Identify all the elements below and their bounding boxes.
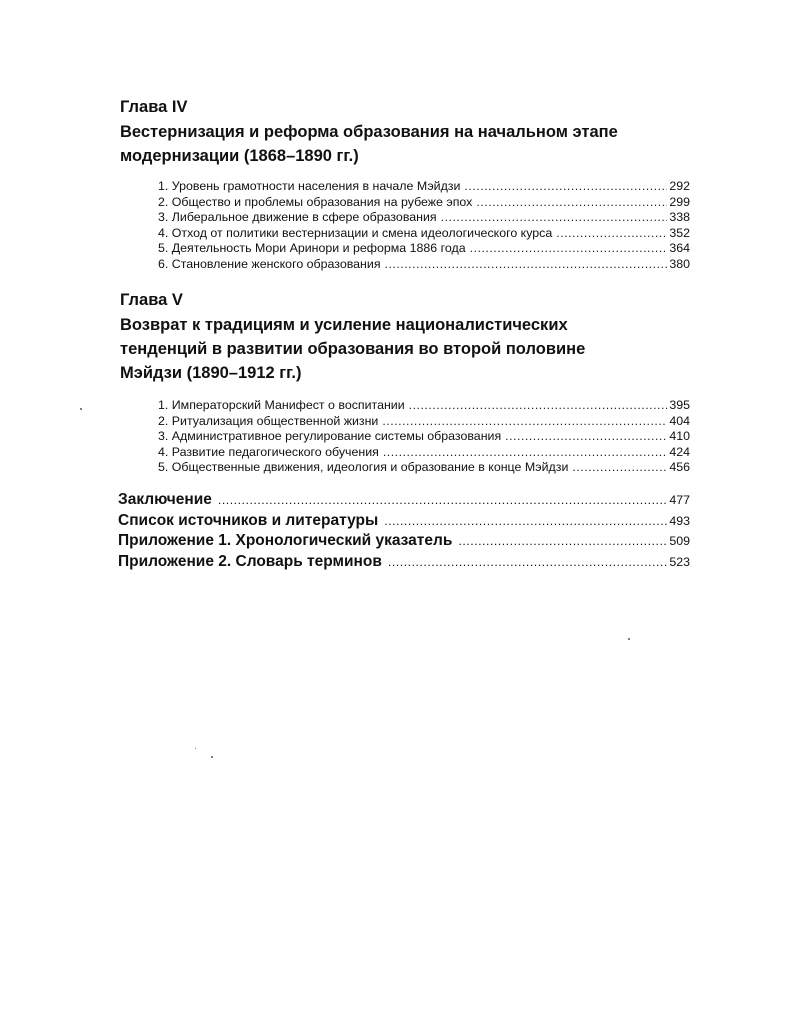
dot-leader (383, 445, 667, 461)
toc-entry[interactable] (158, 414, 690, 430)
toc-entry-title: 4. Развитие педагогического обучения (158, 444, 379, 459)
scan-speck (211, 756, 213, 758)
dot-leader (384, 512, 667, 532)
toc-entry[interactable] (158, 179, 690, 195)
dot-leader (409, 398, 668, 414)
toc-entry-page: 456 (669, 460, 690, 474)
chapter-4-title-line-1: Вестернизация и реформа образования на начальном этапе (120, 123, 618, 141)
toc-entry-page: 380 (669, 256, 690, 271)
back-matter-page: 523 (669, 554, 690, 569)
back-matter-entry[interactable] (118, 511, 690, 532)
chapter-4-title-line-2: модернизации (1868–1890 гг.) (120, 147, 359, 165)
toc-entry-page: 338 (669, 210, 690, 224)
back-matter-title: Список источников и литературы (118, 511, 379, 529)
toc-entry-page: 424 (669, 444, 690, 459)
toc-entry-title: 1. Императорский Манифест о воспитании (158, 398, 405, 412)
dot-leader (382, 414, 667, 430)
toc-entry[interactable] (158, 210, 690, 226)
back-matter-page: 493 (669, 513, 690, 528)
dot-leader (505, 429, 667, 445)
toc-entry-title: 5. Деятельность Мори Аринори и реформа 1886 года (158, 241, 466, 255)
dot-leader (441, 210, 668, 226)
toc-entry-title: 1. Уровень грамотности населения в начале Мэйдзи (158, 179, 461, 193)
toc-entry[interactable] (158, 398, 690, 414)
dot-leader (476, 195, 667, 211)
dot-leader (470, 241, 668, 257)
chapter-4-contents (158, 179, 690, 272)
back-matter-page: 477 (669, 493, 690, 507)
toc-entry-page: 352 (669, 225, 690, 240)
toc-entry-page: 364 (669, 241, 690, 255)
back-matter-entry[interactable] (118, 490, 690, 511)
back-matter-entry[interactable] (118, 531, 690, 552)
toc-entry-title: 5. Общественные движения, идеология и образование в конце Мэйдзи (158, 460, 569, 474)
back-matter-title: Приложение 2. Словарь терминов (118, 552, 382, 570)
dot-leader (458, 532, 667, 552)
toc-entry-page: 410 (669, 429, 690, 443)
chapter-5-heading (120, 290, 680, 385)
chapter-4-heading (120, 97, 680, 168)
chapter-4-label: Глава IV (120, 98, 188, 116)
chapter-5-title-line-3: Мэйдзи (1890–1912 гг.) (120, 364, 302, 382)
toc-entry[interactable] (158, 445, 690, 461)
toc-entry[interactable] (158, 257, 690, 273)
toc-entry-page: 404 (669, 413, 690, 428)
dot-leader (464, 179, 667, 195)
toc-entry[interactable] (158, 429, 690, 445)
toc-entry[interactable] (158, 460, 690, 476)
toc-entry[interactable] (158, 195, 690, 211)
scan-speck (80, 408, 82, 410)
toc-entry[interactable] (158, 241, 690, 257)
toc-entry-title: 2. Ритуализация общественной жизни (158, 413, 379, 428)
chapter-5-title-line-2: тенденций в развитии образования во второй половине (120, 340, 586, 358)
dot-leader (388, 553, 667, 573)
scan-speck (628, 638, 630, 640)
toc-entry-title: 2. Общество и проблемы образования на рубеже эпох (158, 194, 473, 209)
back-matter-page: 509 (669, 534, 690, 548)
scan-speck (195, 748, 196, 749)
dot-leader (385, 257, 668, 273)
back-matter-contents (118, 490, 690, 572)
toc-entry-title: 6. Становление женского образования (158, 256, 381, 271)
toc-entry-page: 299 (669, 194, 690, 209)
dot-leader (572, 460, 667, 476)
dot-leader (556, 226, 667, 242)
toc-entry-title: 4. Отход от политики вестернизации и смена идеологического курса (158, 225, 553, 240)
dot-leader (218, 491, 667, 511)
chapter-5-label: Глава V (120, 291, 183, 309)
back-matter-entry[interactable] (118, 552, 690, 573)
toc-entry-title: 3. Либеральное движение в сфере образования (158, 210, 437, 224)
back-matter-title: Заключение (118, 491, 212, 508)
toc-entry-page: 292 (669, 179, 690, 193)
chapter-5-title-line-1: Возврат к традициям и усиление националистических (120, 316, 568, 334)
back-matter-title: Приложение 1. Хронологический указатель (118, 532, 453, 549)
toc-entry-title: 3. Административное регулирование системы образования (158, 429, 502, 443)
toc-entry[interactable] (158, 226, 690, 242)
toc-entry-page: 395 (669, 398, 690, 412)
chapter-5-contents (158, 398, 690, 476)
